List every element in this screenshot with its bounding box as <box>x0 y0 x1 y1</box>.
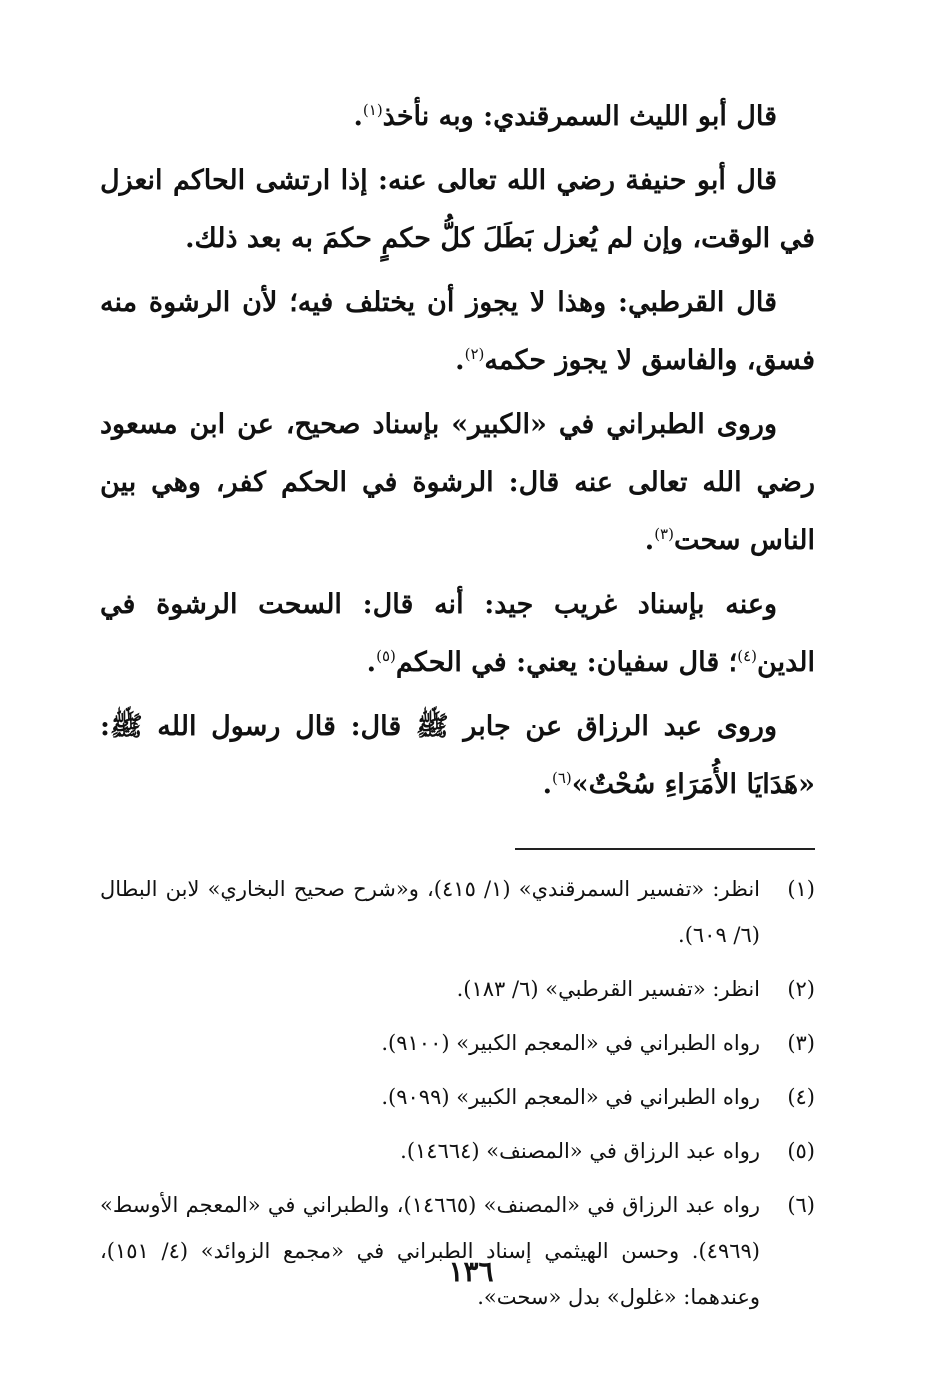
footnote-ref: (٤) <box>737 647 758 665</box>
paragraph-tail: . <box>644 525 655 556</box>
footnotes-list <box>100 866 815 1320</box>
footnote-item <box>100 1020 815 1066</box>
footnote-ref: (٥) <box>376 647 396 665</box>
paragraph <box>100 152 815 268</box>
footnote-item <box>100 1074 815 1120</box>
paragraph <box>100 274 815 390</box>
footnote-number: (٢) <box>787 977 815 1001</box>
footnote-text: رواه الطبراني في «المعجم الكبير» (٩٠٩٩). <box>381 1085 760 1109</box>
paragraph <box>100 698 815 814</box>
paragraph-tail: . <box>366 647 377 678</box>
page-body <box>100 88 815 1328</box>
footnote-item <box>100 866 815 958</box>
footnote-number: (٣) <box>787 1031 815 1055</box>
footnote-ref: (٢) <box>464 345 485 363</box>
footnote-text: رواه الطبراني في «المعجم الكبير» (٩١٠٠). <box>381 1031 760 1055</box>
paragraph-tail: . <box>353 101 363 132</box>
footnote-text: انظر: «تفسير السمرقندي» (١/ ٤١٥)، و«شرح صحيح البخاري» لابن البطال (٦/ ٦٠٩). <box>100 877 760 947</box>
footnote-text: رواه عبد الرزاق في «المصنف» (١٤٦٦٤). <box>400 1139 760 1163</box>
paragraph-text: وعنه بإسناد غريب جيد: أنه قال: السحت الرشوة في الدين <box>100 589 815 678</box>
page-number: ١٣٦ <box>448 1255 494 1288</box>
footnote-number: (١) <box>787 877 815 901</box>
main-text <box>100 88 815 814</box>
paragraph-tail: . <box>542 769 552 800</box>
footnote-item <box>100 1182 815 1320</box>
paragraph <box>100 576 815 692</box>
footnote-number: (٤) <box>787 1085 815 1109</box>
paragraph-text: قال أبو حنيفة رضي الله تعالى عنه: إذا ارتشى الحاكم انعزل في الوقت، وإن لم يُعزل بَطَلَ كلُّ حكمٍ حكمَ به بعد ذلك. <box>100 165 815 254</box>
footnote-text: انظر: «تفسير القرطبي» (٦/ ١٨٣). <box>456 977 760 1001</box>
footnote-item <box>100 966 815 1012</box>
paragraph-text: وروى الطبراني في «الكبير» بإسناد صحيح، عن ابن مسعود رضي الله تعالى عنه قال: الرشوة في الحكم كفر، وهي بين الناس سحت <box>100 409 815 556</box>
footnote-number: (٦) <box>787 1193 815 1217</box>
paragraph <box>100 396 815 570</box>
footnote-number: (٥) <box>787 1139 815 1163</box>
paragraph <box>100 88 815 146</box>
footnote-ref: (١) <box>362 101 383 119</box>
footnote-ref: (٦) <box>551 769 572 787</box>
footnote-item <box>100 1128 815 1174</box>
footnote-ref: (٣) <box>654 525 674 543</box>
paragraph-tail: ؛ قال سفيان: يعني: في الحكم <box>395 647 738 678</box>
paragraph-text: قال أبو الليث السمرقندي: وبه نأخذ <box>382 101 777 132</box>
footnote-text: رواه عبد الرزاق في «المصنف» (١٤٦٦٥)، والطبراني في «المعجم الأوسط» (٤٩٦٩). وحسن الهيثمي إسناد الطبراني في «مجمع الزوائد» (٤/ ١٥١)، وعندهما: «غلول» بدل «سحت». <box>100 1193 760 1309</box>
paragraph-tail: . <box>455 345 465 376</box>
paragraph-text: قال القرطبي: وهذا لا يجوز أن يختلف فيه؛ لأن الرشوة منه فسق، والفاسق لا يجوز حكمه <box>100 287 815 376</box>
paragraph-text: وروى عبد الرزاق عن جابر ﷺ قال: قال رسول الله ﷺ: «هَدَايَا الأُمَرَاءِ سُحْتٌ» <box>100 711 815 800</box>
footnote-divider <box>515 848 815 850</box>
